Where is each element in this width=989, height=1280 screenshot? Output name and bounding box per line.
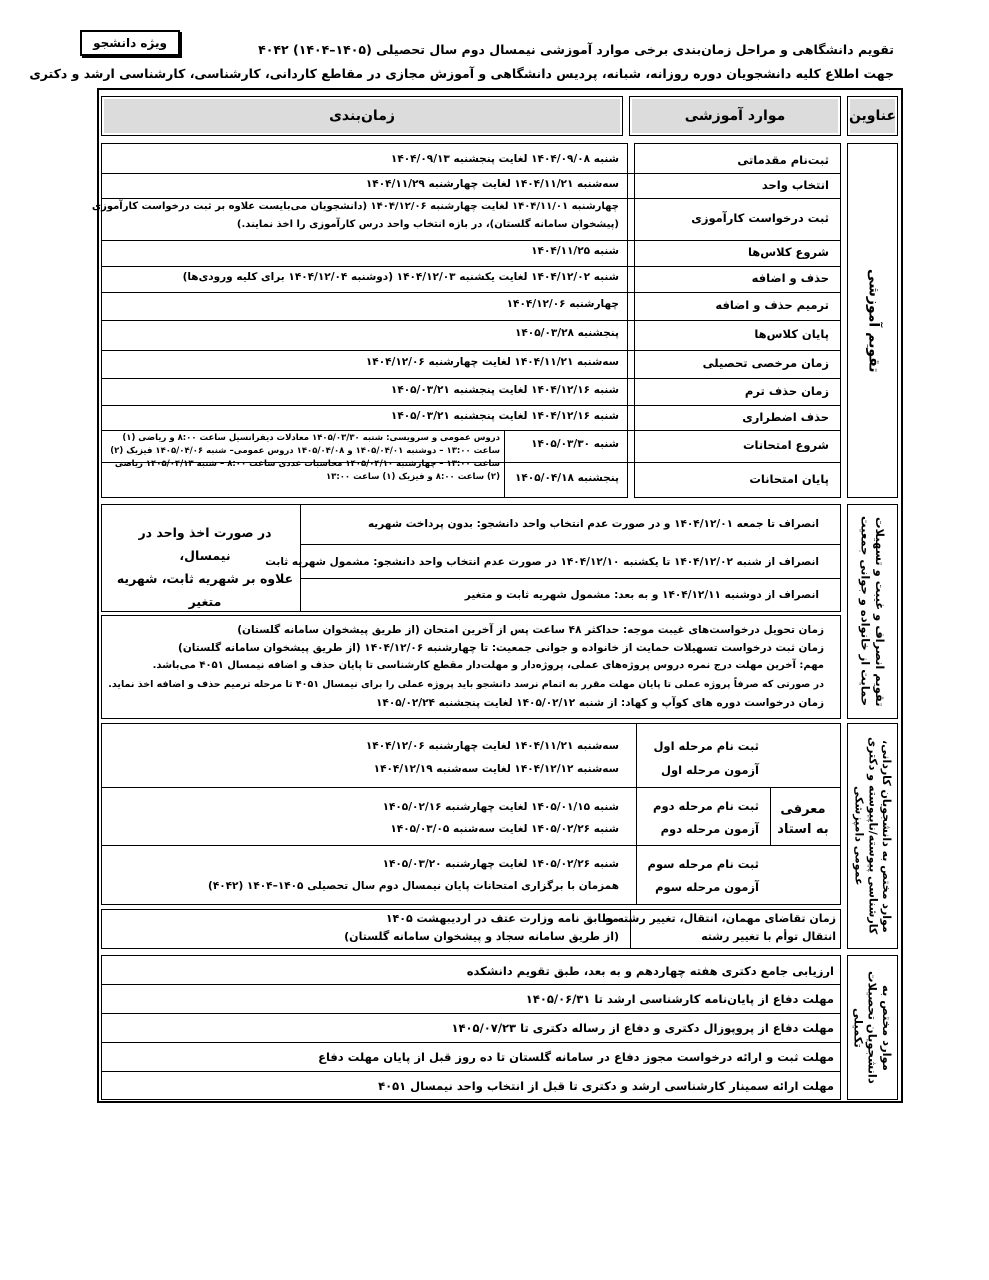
stage2-exam-value: شنبه ۱۴۰۵/۰۲/۲۶ لغایت سه‌شنبه ۱۴۰۵/۰۳/۰۵ [390,823,619,835]
stage3-exam-value: همزمان با برگزاری امتحانات پایان نیمسال دوم سال تحصیلی ۱۴۰۵–۱۴۰۴ (۴۰۴۲) [208,880,619,892]
calendar-label: زمان حذف ترم [744,383,829,398]
calendar-value: سه‌شنبه ۱۴۰۴/۱۱/۲۱ لغایت چهارشنبه ۱۴۰۴/۱۱/۲۹ [365,177,619,190]
section-special-title: موارد مختص به دانشجویان کاردانی، کارشناسی پیوسته/ناپیوسته و دکتری عمومی دامپزشکی [847,723,898,949]
calendar-value: پنجشنبه ۱۴۰۵/۰۳/۲۸ [514,327,619,339]
calendar-value-2: (پیشخوان سامانه گلستان)، در بازه انتخاب واحد درس کارآموزی را اخذ نمایند.) [236,219,619,230]
section-withdrawal-title: تقویم انصراف و غیبت و تسهیلات حمایت از خانواده و جوانی جمعیت [847,504,898,719]
stage1-register-value: سه‌شنبه ۱۴۰۴/۱۱/۲۱ لغایت چهارشنبه ۱۴۰۴/۱۲/۰۶ [365,740,619,752]
calendar-label: ثبت درخواست کارآموزی [691,211,829,225]
postgrad-row: مهلت دفاع از پایان‌نامه کارشناسی ارشد تا ۱۴۰۵/۰۶/۳۱ [525,992,834,1006]
transfer-value-2: (از طریق سامانه سجاد و پیشخوان سامانه گلستان) [344,930,619,943]
withdrawal-row: انصراف از شنبه ۱۴۰۴/۱۲/۰۲ تا یکشنبه ۱۴۰۴/۱۲/۱۰ در صورت عدم انتخاب واحد دانشجو: مشمول شهریه ثابت [265,556,819,568]
stage1-register-label: ثبت نام مرحله اول [653,739,759,753]
page-subtitle: جهت اطلاع کلیه دانشجویان دوره روزانه، شبانه، پردیس دانشگاهی و آموزش مجازی در مقاطع کاردانی، کارشناسی، کارشناسی ارشد و دکتری [29,66,894,81]
calendar-label: ترمیم حذف و اضافه [715,298,829,312]
postgrad-row: مهلت ارائه سمینار کارشناسی ارشد و دکتری تا قبل از انتخاب واحد نیمسال ۴۰۵۱ [378,1079,834,1093]
calendar-value: سه‌شنبه ۱۴۰۴/۱۱/۲۱ لغایت چهارشنبه ۱۴۰۴/۱۲/۰۶ [365,356,619,368]
stage2-exam-label: آزمون مرحله دوم [660,822,759,836]
calendar-label: شروع امتحانات [742,438,829,452]
calendar-value: پنجشنبه ۱۴۰۵/۰۴/۱۸ [514,472,619,484]
introduce-to-professor: معرفی به استاد [777,802,829,837]
stage2-register-value: شنبه ۱۴۰۵/۰۱/۱۵ لغایت چهارشنبه ۱۴۰۵/۰۲/۱۶ [382,801,619,813]
calendar-value: شنبه ۱۴۰۴/۱۱/۲۵ [531,245,619,257]
withdrawal-row: انصراف از دوشنبه ۱۴۰۴/۱۲/۱۱ و به بعد: مشمول شهریه ثابت و متغیر [464,589,819,601]
exam-schedule-note: دروس عمومی و سرویسی: شنبه ۱۴۰۵/۰۳/۳۰ معادلات دیفرانسیل ساعت ۸:۰۰ و ریاضی (۱) ساعت ۱۳:۰۰ – دوشنبه ۱۴۰۵/۰۴/۰۱ و ۱۴۰۵/۰۴/۰۸ دروس عمومی– شنبه ۱۴۰۵/۰۴/۰۶ فیزیک (۲) ساعت ۱۳:۰۰ – چهارشنبه ۱۴۰۵/۰۴/۱۰ محاسبات عددی ساعت ۸:۰۰ – شنبه ۱۴۰۵/۰۴/۱۳ ریاضی (۲) ساعت ۸:۰۰ و فیزیک (۱) ساعت ۱۳:۰۰ [110,433,500,482]
absence-line: زمان تحویل درخواست‌های غیبت موجه: حداکثر ۴۸ ساعت پس از آخرین امتحان (از طریق پیشخوان سامانه گلستان) [237,624,824,636]
header-items: موارد آموزشی [629,96,841,136]
postgrad-row: مهلت ثبت و ارائه درخواست مجوز دفاع در سامانه گلستان تا ده روز قبل از پایان مهلت دفاع [318,1050,834,1064]
stage1-exam-value: سه‌شنبه ۱۴۰۴/۱۲/۱۲ لغایت سه‌شنبه ۱۴۰۴/۱۲/۱۹ [373,763,619,775]
calendar-value: شنبه ۱۴۰۵/۰۳/۳۰ [531,438,619,450]
section-postgrad-title: موارد مختص به دانشجویان تحصیلات تکمیلی [847,955,898,1100]
calendar-label: حذف اضطراری [742,409,829,424]
transfer-value: مطابق نامه وزارت عتف در اردیبهشت ۱۴۰۵ [385,912,619,925]
calendar-value: شنبه ۱۴۰۴/۰۹/۰۸ لغایت پنجشنبه ۱۴۰۴/۰۹/۱۳ [390,152,619,165]
calendar-value: شنبه ۱۴۰۴/۱۲/۱۶ لغایت پنجشنبه ۱۴۰۵/۰۳/۲۱ [390,383,619,396]
calendar-value: شنبه ۱۴۰۴/۱۲/۱۶ لغایت پنجشنبه ۱۴۰۵/۰۳/۲۱ [390,409,619,422]
withdrawal-note: در صورت اخذ واحد در نیمسال، علاوه بر شهریه ثابت، شهریه متغیر [116,525,294,609]
stage3-register-value: شنبه ۱۴۰۵/۰۲/۲۶ لغایت چهارشنبه ۱۴۰۵/۰۳/۲۰ [382,858,619,870]
project-line: در صورتی که صرفاً پروژه عملی تا پایان مهلت مقرر به اتمام نرسد دانشجو باید پروژه عملی را برای نیمسال ۴۰۵۱ تا مرحله ترمیم حذف و اضافه اخذ نماید. [108,679,824,690]
stage3-register-label: ثبت نام مرحله سوم [647,857,759,871]
family-support-line: زمان ثبت درخواست تسهیلات حمایت از خانواده و جوانی جمعیت: تا چهارشنبه ۱۴۰۴/۱۲/۰۶ (از طریق پیشخوان سامانه گلستان) [178,642,824,654]
calendar-label: پایان کلاس‌ها [754,327,829,341]
withdrawal-row: انصراف تا جمعه ۱۴۰۴/۱۲/۰۱ و در صورت عدم انتخاب واحد دانشجو: بدون پرداخت شهریه [367,518,819,530]
calendar-label: ثبت‌نام مقدماتی [737,152,829,167]
transfer-label-2: انتقال توأم با تغییر رشته [701,930,836,943]
calendar-label: حذف و اضافه [751,271,829,285]
header-titles: عناوین [847,96,898,136]
calendar-label: انتخاب واحد [761,177,829,192]
transfer-label: زمان تقاضای مهمان، انتقال، تغییر رشته و [606,912,836,925]
calendar-label: زمان مرخصی تحصیلی [702,356,829,370]
calendar-value: شنبه ۱۴۰۴/۱۲/۰۲ لغایت یکشنبه ۱۴۰۴/۱۲/۰۳ (دوشنبه ۱۴۰۴/۱۲/۰۴ برای کلیه ورودی‌ها) [182,271,619,283]
page-title: تقویم دانشگاهی و مراحل زمان‌بندی برخی موارد آموزشی نیمسال دوم سال تحصیلی (۱۴۰۵–۱۴۰۴) ۴۰۴۲ [258,42,894,57]
grade-deadline-line: مهم: آخرین مهلت درج نمره دروس پروژه‌های عملی، پروژه‌دار و مهلت‌دار مقطع کارشناسی تا پایان حذف و اضافه نیمسال ۴۰۵۱ می‌باشد. [152,660,824,671]
stage3-exam-label: آزمون مرحله سوم [655,880,759,894]
postgrad-row: مهلت دفاع از پروپوزال دکتری و دفاع از رساله دکتری تا ۱۴۰۵/۰۷/۲۳ [451,1021,834,1035]
stage2-register-label: ثبت نام مرحله دوم [653,799,759,813]
calendar-value: چهارشنبه ۱۴۰۴/۱۲/۰۶ [506,298,619,310]
header-schedule: زمان‌بندی [101,96,623,136]
stage1-exam-label: آزمون مرحله اول [660,763,759,777]
calendar-label: شروع کلاس‌ها [747,245,829,259]
calendar-value: چهارشنبه ۱۴۰۴/۱۱/۰۱ لغایت چهارشنبه ۱۴۰۴/۱۲/۰۶ (دانشجویان می‌بایست علاوه بر ثبت درخواست کارآموزی [91,201,619,212]
calendar-label: پایان امتحانات [749,472,829,486]
coop-line: زمان درخواست دوره های کوآپ و کهاد: از شنبه ۱۴۰۵/۰۲/۱۲ لغایت پنجشنبه ۱۴۰۵/۰۲/۲۴ [376,697,824,709]
student-badge: ویژه دانشجو [80,30,180,56]
section-calendar-title: تقویم آموزشی [847,143,898,498]
postgrad-row: ارزیابی جامع دکتری هفته چهاردهم و به بعد، طبق تقویم دانشکده [466,964,834,978]
